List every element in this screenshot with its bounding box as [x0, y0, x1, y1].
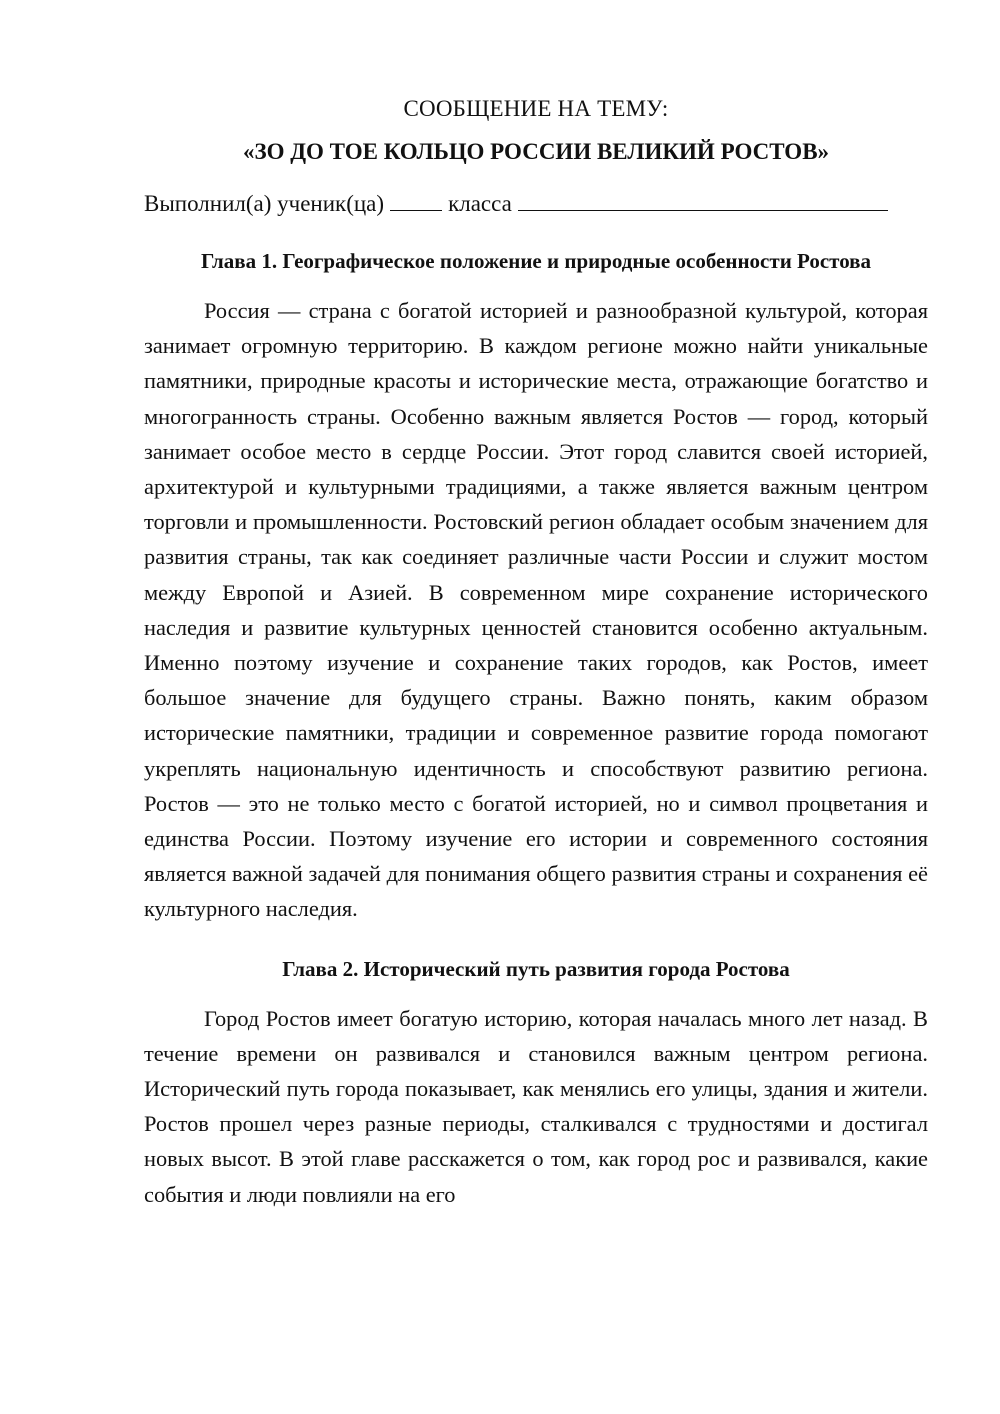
student-name-blank	[518, 190, 888, 211]
author-line	[144, 187, 928, 221]
document-page	[144, 92, 928, 1212]
chapter-2-paragraph: Город Ростов имеет богатую историю, которая началась много лет назад. В течение времени он развивался и становился важным центром региона. Исторический путь города показывает, как менялись его улицы, здания и жители. Ростов прошел через разные периоды, сталкивался с трудностями и достигал новых высот. В этой главе расскажется о том, как город рос и развивался, какие события и люди повлияли на его	[144, 1005, 928, 1207]
document-title-label: СООБЩЕНИЕ НА ТЕМУ:	[403, 96, 669, 121]
chapter-2-heading: Глава 2. Исторический путь развития города Ростова	[282, 956, 790, 981]
chapter-1-paragraph: Россия — страна с богатой историей и разнообразной культурой, которая занимает огромную территорию. В каждом регионе можно найти уникальные памятники, природные красоты и исторические места, отражающие богатство и многогранность страны. Особенно важным является Ростов — город, который занимает особое место в сердце России. Этот город славится своей историей, архитектурой и культурными традициями, а также является важным центром торговли и промышленности. Ростовский регион обладает особым значением для развития страны, так как соединяет различные части России и служит мостом между Европой и Азией. В современном мире сохранение исторического наследия и развитие культурных ценностей становится особенно актуальным. Именно поэтому изучение и сохранение таких городов, как Ростов, имеет большое значение для будущего страны. Важно понять, каким образом исторические памятники, традиции и современное развитие города помогают укреплять национальную идентичность и способствуют развитию региона. Ростов — это не только место с богатой историей, но и символ процветания и единства России. Поэтому изучение его истории и современного состояния является важной задачей для понимания общего развития страны и сохранения её культурного наследия.	[144, 298, 928, 922]
chapter-1-heading: Глава 1. Географическое положение и природные особенности Ростова	[200, 249, 872, 273]
author-middle: класса	[448, 191, 512, 216]
class-number-blank	[390, 190, 442, 211]
document-title: «ЗО ДО ТОЕ КОЛЬЦО РОССИИ ВЕЛИКИЙ РОСТОВ»	[242, 139, 830, 164]
author-prefix: Выполнил(а) ученик(ца)	[144, 191, 385, 216]
